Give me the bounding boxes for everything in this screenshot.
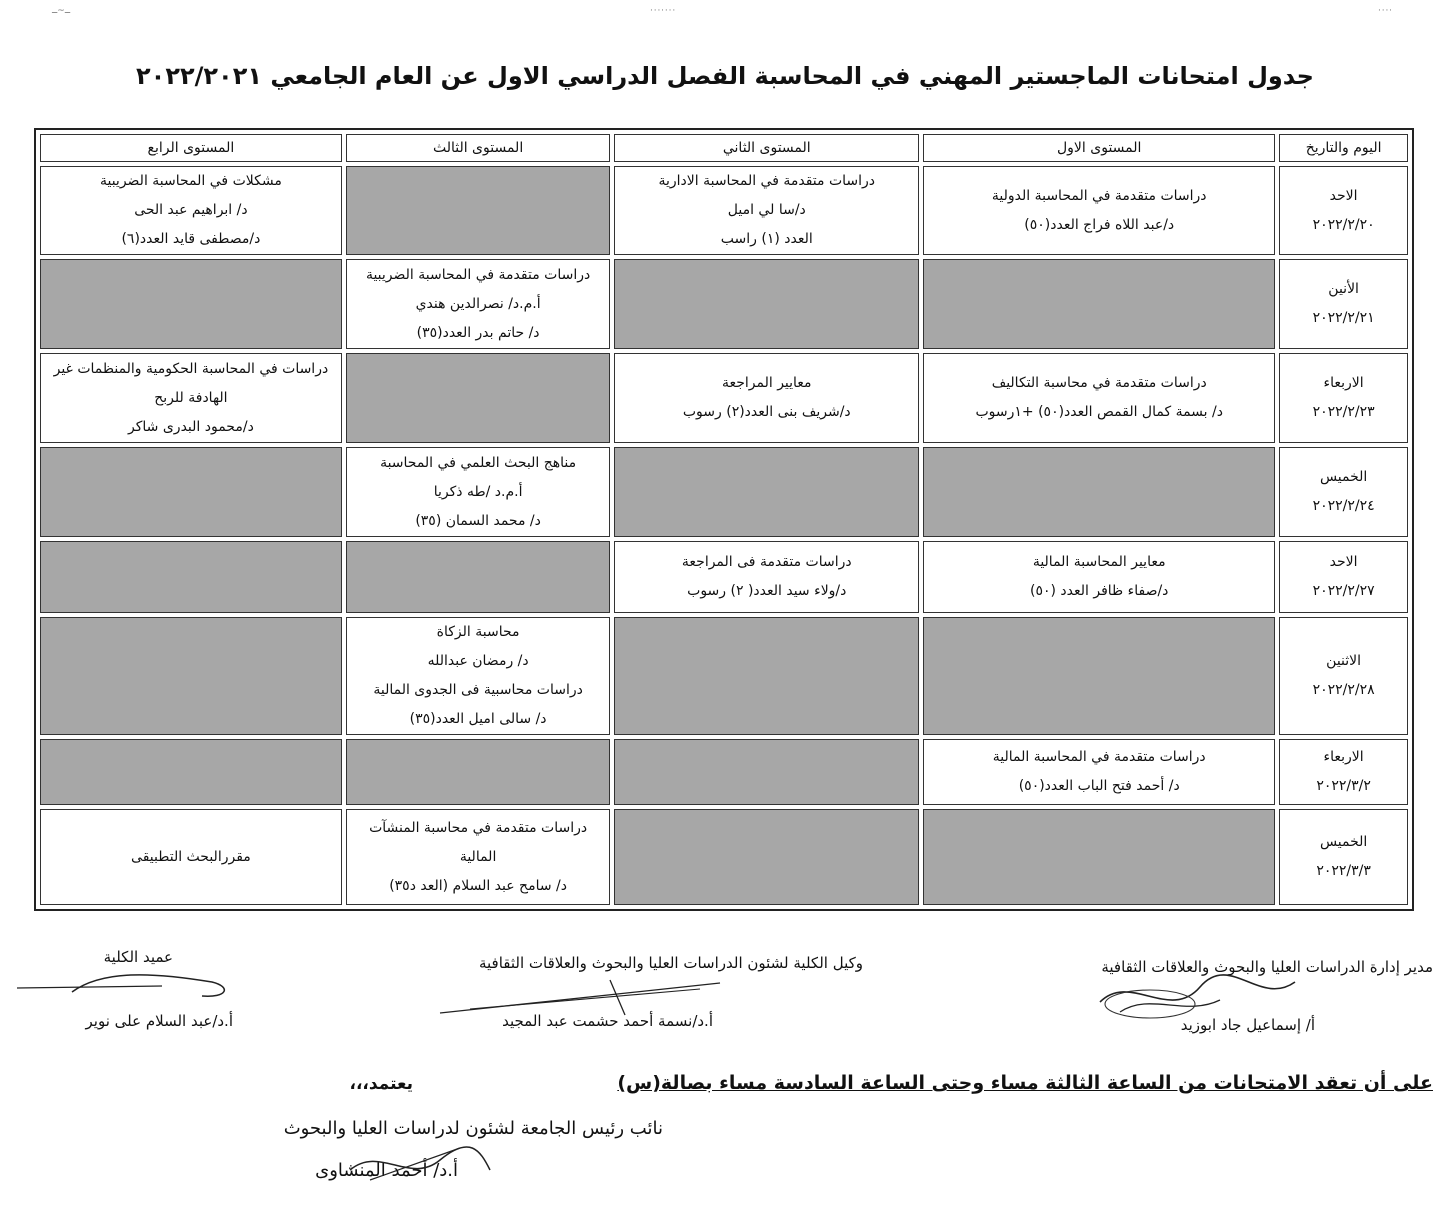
- empty-cell: [923, 617, 1275, 735]
- empty-cell: [923, 447, 1275, 537]
- dean-title: عميد الكلية: [103, 948, 173, 966]
- day-name: الأنين: [1328, 281, 1359, 297]
- exam-line: دراسات في المحاسبة الحكومية والمنظمات غير: [53, 360, 329, 377]
- table-row: [40, 353, 1408, 443]
- scan-marks: [0, 6, 1453, 20]
- exam-line: معايير المحاسبة المالية: [1032, 554, 1166, 570]
- exam-date: ٢٠٢٢/٢/٢٠: [1312, 216, 1375, 233]
- exam-line: دراسات متقدمة في محاسبة المنشآت: [369, 819, 588, 836]
- exam-cell: [614, 166, 919, 255]
- exam-date: ٢٠٢٢/٢/٢٨: [1312, 682, 1375, 698]
- exam-line: مناهج البحث العلمي في المحاسبة: [380, 454, 577, 471]
- exam-cell: [346, 259, 611, 349]
- exam-line: العدد (١) راسب: [720, 231, 813, 247]
- scan-mark: ــ~ــ: [52, 6, 71, 16]
- exam-line: د/ بسمة كمال القمص العدد(٥٠) +١رسوب: [975, 404, 1223, 420]
- empty-cell: [346, 739, 611, 805]
- exam-line: د/ سالى اميل العدد(٣٥): [409, 711, 547, 727]
- exam-line: دراسات متقدمة في المحاسبة المالية: [992, 749, 1206, 765]
- director-name: أ/ إسماعيل جاد ابوزيد: [1180, 1016, 1315, 1034]
- vice-dean-title: وكيل الكلية لشئون الدراسات العليا والبحوث والعلاقات الثقافية: [478, 954, 863, 972]
- exam-line: أ.م.د /طه ذكريا: [433, 483, 523, 500]
- vice-dean-name: أ.د/نسمة أحمد حشمت عبد المجيد: [502, 1012, 713, 1030]
- exam-cell: [346, 447, 611, 537]
- day-name: الاربعاء: [1323, 749, 1364, 765]
- exam-line: د/شريف بنى العدد(٢) رسوب: [682, 404, 851, 420]
- header-level-1: المستوى الاول: [923, 134, 1275, 162]
- exam-date: ٢٠٢٢/٢/٢٣: [1312, 404, 1375, 420]
- empty-cell: [40, 447, 342, 537]
- exam-line: د/ رمضان عبدالله: [427, 653, 529, 669]
- exam-cell: [346, 809, 611, 905]
- day-name: الخميس: [1319, 834, 1368, 850]
- header-day-date: اليوم والتاريخ: [1279, 134, 1408, 162]
- exam-cell: [614, 353, 919, 443]
- exam-line: دراسات متقدمة فى المراجعة: [681, 554, 852, 570]
- exam-date: ٢٠٢٢/٢/٢٤: [1312, 498, 1375, 514]
- empty-cell: [346, 166, 611, 255]
- exam-cell: [346, 617, 611, 735]
- exam-line: المالية: [459, 848, 497, 865]
- empty-cell: [614, 617, 919, 735]
- day-date-cell: [1279, 353, 1408, 443]
- exam-schedule-table: [34, 128, 1414, 911]
- table-row: [40, 166, 1408, 255]
- day-name: الاحد: [1329, 554, 1358, 570]
- exam-line: دراسات متقدمة في المحاسبة الادارية: [658, 173, 876, 189]
- table-row: [40, 447, 1408, 537]
- empty-cell: [346, 541, 611, 613]
- day-name: الخميس: [1319, 469, 1368, 485]
- day-date-cell: [1279, 541, 1408, 613]
- day-name: الاثنين: [1326, 653, 1362, 669]
- day-name: الاربعاء: [1323, 375, 1364, 391]
- page-title: جدول امتحانات الماجستير المهني في المحاسبة الفصل الدراسي الاول عن العام الجامعي ٢٠٢٢/٢٠٢١: [136, 62, 1314, 90]
- exam-line: د/ محمد السمان (٣٥): [415, 512, 541, 529]
- exam-line: محاسبة الزكاة: [436, 624, 520, 640]
- exam-line: د/عبد اللاه فراج العدد(٥٠): [1024, 216, 1175, 233]
- dean-name: أ.د/عبد السلام على نوير: [85, 1012, 233, 1030]
- empty-cell: [40, 739, 342, 805]
- table-row: [40, 739, 1408, 805]
- exam-line: الهادفة للربح: [154, 389, 228, 406]
- exam-line: د/صفاء ظافر العدد (٥٠): [1030, 583, 1169, 599]
- day-name: الاحد: [1329, 187, 1358, 204]
- empty-cell: [346, 353, 611, 443]
- exam-line: د/ أحمد فتح الباب العدد(٥٠): [1018, 778, 1180, 794]
- exam-date: ٢٠٢٢/٢/٢٧: [1312, 583, 1375, 599]
- table-header-row: [40, 134, 1408, 162]
- exam-line: مقررالبحث التطبيقى: [131, 848, 251, 865]
- empty-cell: [614, 739, 919, 805]
- day-date-cell: [1279, 809, 1408, 905]
- empty-cell: [614, 447, 919, 537]
- header-level-4: المستوى الرابع: [40, 134, 342, 162]
- director-signature: [1090, 962, 1310, 1032]
- exam-line: دراسات محاسبية فى الجدوى المالية: [373, 682, 583, 698]
- empty-cell: [923, 809, 1275, 905]
- director-title: مدير إدارة الدراسات العليا والبحوث والعلاقات الثقافية: [1101, 958, 1433, 976]
- empty-cell: [614, 809, 919, 905]
- exam-cell: [923, 166, 1275, 255]
- exam-line: مشكلات في المحاسبة الضريبية: [99, 173, 282, 189]
- day-date-cell: [1279, 166, 1408, 255]
- empty-cell: [40, 541, 342, 613]
- vp-name: أ.د/ أحمد المنشاوى: [315, 1160, 458, 1181]
- empty-cell: [40, 617, 342, 735]
- table-row: [40, 541, 1408, 613]
- scan-mark: · · · · · · ·: [650, 6, 675, 16]
- header-level-3: المستوى الثالث: [346, 134, 611, 162]
- approval-note: يعتمد،،،: [349, 1074, 413, 1094]
- vice-dean-signature: [430, 975, 730, 1020]
- exam-line: أ.م.د/ نصرالدين هندي: [415, 295, 541, 312]
- exam-line: د/محمود البدرى شاكر: [128, 418, 254, 435]
- exam-cell: [923, 541, 1275, 613]
- table-row: [40, 809, 1408, 905]
- vp-signature: [340, 1140, 500, 1190]
- exam-cell: [40, 809, 342, 905]
- exam-cell: [40, 166, 342, 255]
- exam-time-note: على أن تعقد الامتحانات من الساعة الثالثة مساء وحتى الساعة السادسة مساء بصالة(س): [617, 1072, 1433, 1094]
- exam-cell: [923, 353, 1275, 443]
- exam-line: د/ولاء سيد العدد( ٢) رسوب: [687, 583, 847, 599]
- exam-line: دراسات متقدمة في المحاسبة الضريبية: [365, 266, 591, 283]
- empty-cell: [614, 259, 919, 349]
- exam-date: ٢٠٢٢/٣/٣: [1316, 863, 1371, 879]
- table-row: [40, 259, 1408, 349]
- header-level-2: المستوى الثاني: [614, 134, 919, 162]
- exam-line: د/ حاتم بدر العدد(٣٥): [416, 324, 540, 341]
- exam-line: معايير المراجعة: [721, 375, 812, 391]
- exam-line: د/مصطفى قايد العدد(٦): [121, 231, 261, 247]
- exam-line: د/ ابراهيم عبد الحى: [134, 202, 248, 218]
- day-date-cell: [1279, 447, 1408, 537]
- scan-mark: · · · ·: [1378, 6, 1392, 16]
- exam-line: د/سا لي اميل: [727, 202, 806, 218]
- exam-cell: [923, 739, 1275, 805]
- exam-line: دراسات متقدمة في المحاسبة الدولية: [991, 187, 1207, 204]
- exam-date: ٢٠٢٢/٢/٢١: [1312, 310, 1375, 326]
- exam-line: دراسات متقدمة في محاسبة التكاليف: [991, 375, 1207, 391]
- day-date-cell: [1279, 259, 1408, 349]
- exam-line: د/ سامح عبد السلام (العد د٣٥): [389, 877, 567, 894]
- vp-title: نائب رئيس الجامعة لشئون لدراسات العليا والبحوث: [283, 1118, 663, 1139]
- exam-cell: [40, 353, 342, 443]
- dean-signature: [12, 962, 242, 1007]
- day-date-cell: [1279, 739, 1408, 805]
- exam-cell: [614, 541, 919, 613]
- empty-cell: [40, 259, 342, 349]
- exam-date: ٢٠٢٢/٣/٢: [1316, 778, 1371, 794]
- table-row: [40, 617, 1408, 735]
- empty-cell: [923, 259, 1275, 349]
- day-date-cell: [1279, 617, 1408, 735]
